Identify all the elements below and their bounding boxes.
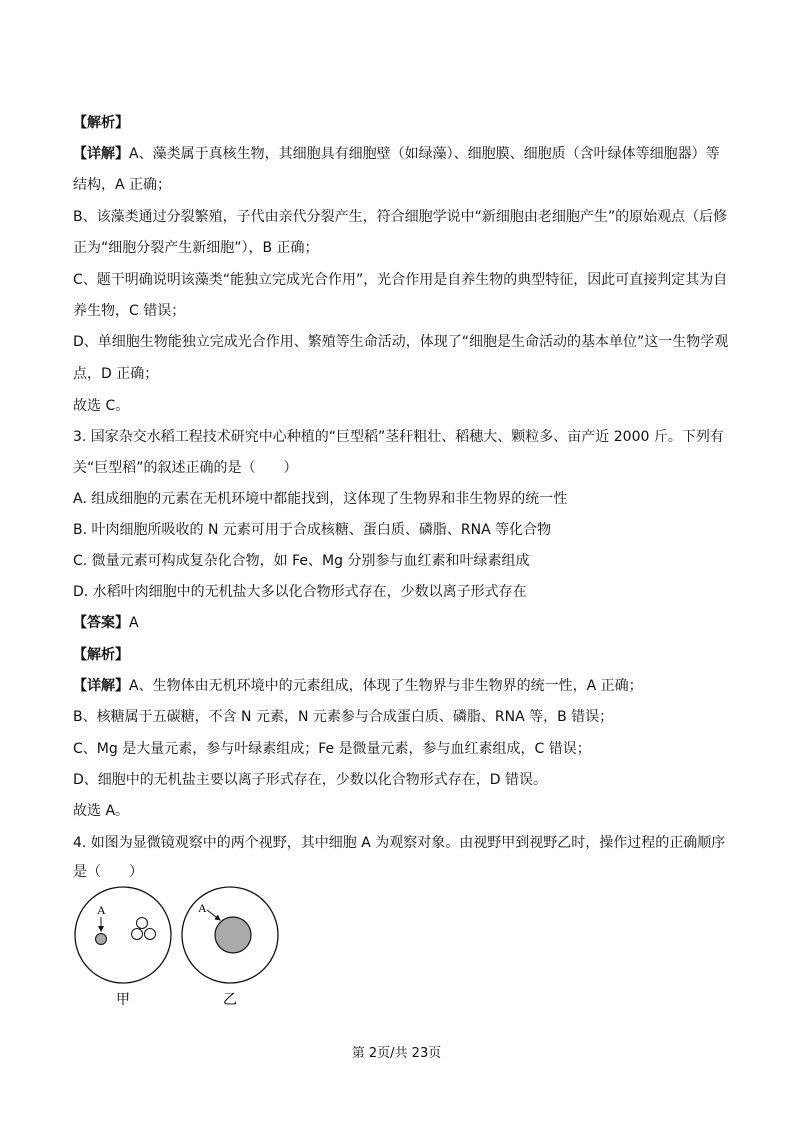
text-line: D、单细胞生物能独立完成光合作用、繁殖等生命活动，体现了“细胞是生命活动的基本单位”这一生物学观 xyxy=(73,334,729,350)
cell-a-large xyxy=(215,917,251,953)
detail-paragraph xyxy=(73,144,720,164)
text-line: A、生物体由无机环境中的元素组成，体现了生物界与非生物界的统一性，A 正确； xyxy=(129,678,643,694)
option-d: D. 水稻叶肉细胞中的无机盐大多以化合物形式存在，少数以离子形式存在 xyxy=(73,584,527,600)
arrow-yi xyxy=(207,910,220,920)
question-4-stem-cont: 是（ ） xyxy=(73,864,143,880)
conclusion-line: 故选 C。 xyxy=(73,398,130,414)
detail-label: 【详解】 xyxy=(73,146,129,162)
cell-circle xyxy=(132,929,143,940)
question-4-stem: 4. 如图为显微镜观察中的两个视野，其中细胞 A 为观察对象。由视野甲到视野乙时，操作过程的正确顺序 xyxy=(73,835,726,851)
analysis-heading: 【解析】 xyxy=(73,115,129,131)
answer-label: 【答案】 xyxy=(73,615,129,631)
text-line: C、Mg 是大量元素，参与叶绿素组成；Fe 是微量元素，参与血红素组成，C 错误； xyxy=(73,741,591,757)
answer-value: A xyxy=(129,615,139,631)
text-line: 点，D 正确； xyxy=(73,366,159,382)
cell-circle xyxy=(137,918,148,929)
cell-a-label-jia: A xyxy=(97,903,106,917)
text-line: 结构，A 正确； xyxy=(73,177,172,193)
option-b: B. 叶肉细胞所吸收的 N 元素可用于合成核糖、蛋白质、磷脂、RNA 等化合物 xyxy=(73,522,552,538)
cell-circle xyxy=(145,929,156,940)
field-jia-circle xyxy=(75,887,171,983)
text-line: B、该藻类通过分裂繁殖，子代由亲代分裂产生，符合细胞学说中“新细胞由老细胞产生”的原始观点（后修 xyxy=(73,209,728,225)
option-c: C. 微量元素可构成复杂化合物，如 Fe、Mg 分别参与血红素和叶绿素组成 xyxy=(73,553,530,569)
text-line: C、题干明确说明该藻类“能独立完成光合作用”，光合作用是自养生物的典型特征，因此可直接判定其为自 xyxy=(73,272,728,288)
analysis-heading: 【解析】 xyxy=(73,647,129,663)
cell-a-small xyxy=(96,934,107,945)
cell-a-label-yi: A xyxy=(198,901,207,915)
question-3-stem-cont: 关“巨型稻”的叙述正确的是（ ） xyxy=(73,460,298,476)
text-line: 养生物，C 错误； xyxy=(73,303,186,319)
answer-line xyxy=(73,613,139,633)
caption-jia: 甲 xyxy=(116,992,130,1008)
option-a: A. 组成细胞的元素在无机环境中都能找到，这体现了生物界和非生物界的统一性 xyxy=(73,491,568,507)
detail-paragraph xyxy=(73,676,643,696)
caption-yi: 乙 xyxy=(223,992,237,1008)
text-line: A、藻类属于真核生物，其细胞具有细胞壁（如绿藻）、细胞膜、细胞质（含叶绿体等细胞器）等 xyxy=(129,146,720,162)
conclusion-line: 故选 A。 xyxy=(73,803,130,819)
text-line: B、核糖属于五碳糖，不含 N 元素，N 元素参与合成蛋白质、磷脂、RNA 等，B 错误； xyxy=(73,709,614,725)
text-line: D、细胞中的无机盐主要以离子形式存在，少数以化合物形式存在，D 错误。 xyxy=(73,772,548,788)
text-line: 正为“细胞分裂产生新细胞”），B 正确； xyxy=(73,240,319,256)
microscope-fields-figure xyxy=(73,880,293,1020)
detail-label: 【详解】 xyxy=(73,678,129,694)
page-footer: 第 2页/共 23页 xyxy=(351,1046,442,1061)
question-3-stem: 3. 国家杂交水稻工程技术研究中心种植的“巨型稻”茎秆粗壮、稻穗大、颗粒多、亩产近 2000 斤。下列有 xyxy=(73,429,724,445)
